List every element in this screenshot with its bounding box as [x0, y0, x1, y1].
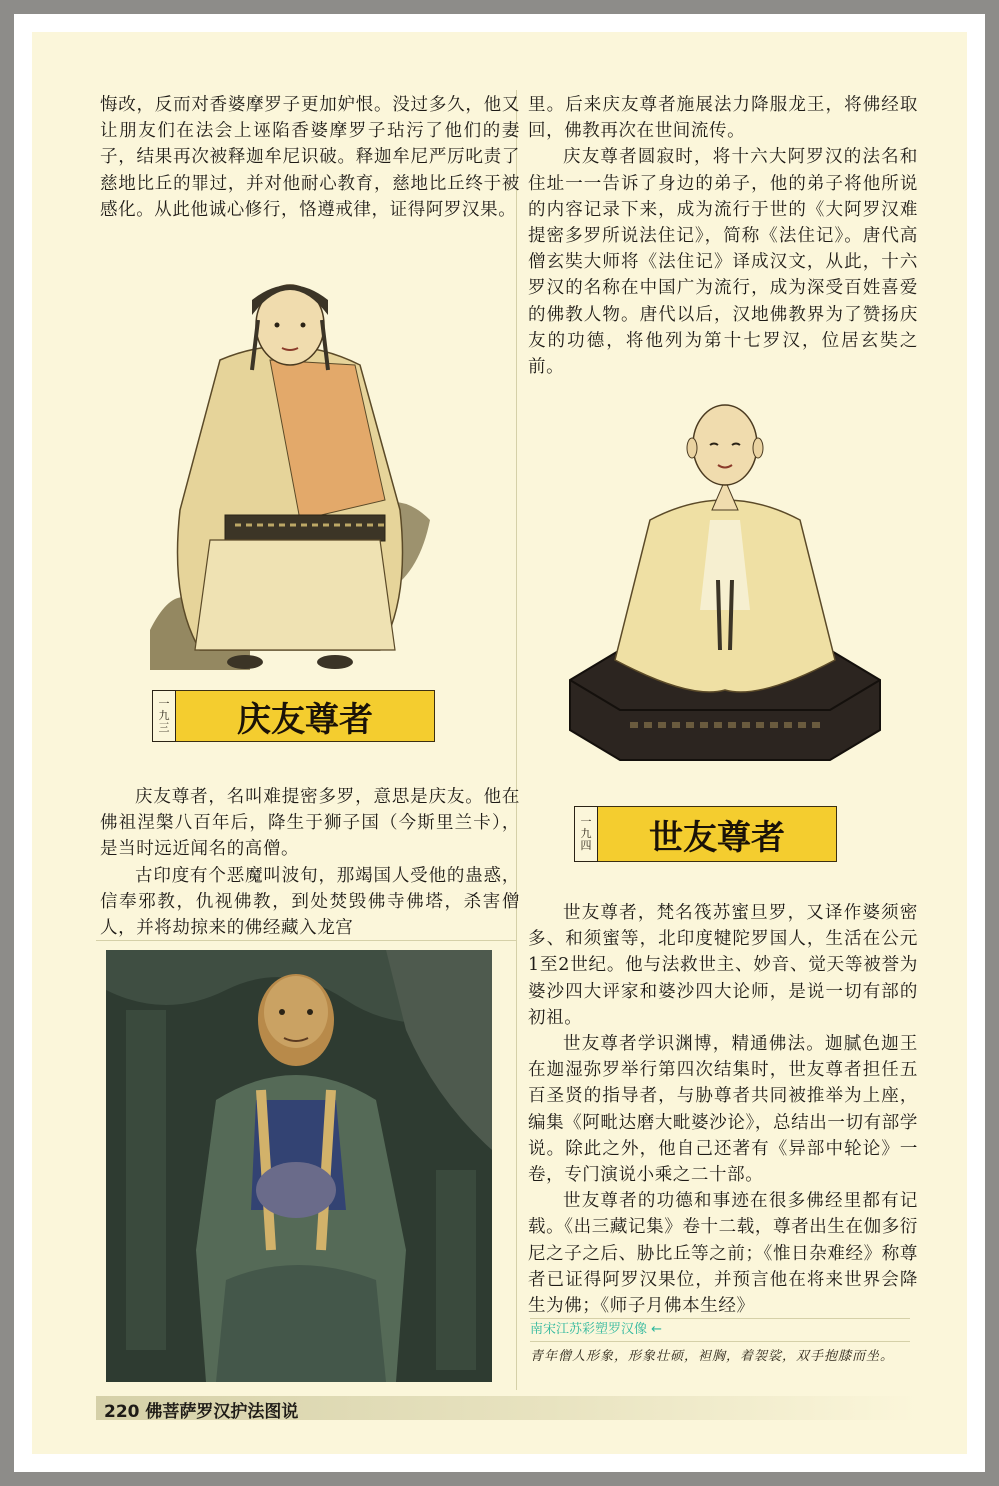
qingyou-illustration: [140, 270, 440, 680]
right-paragraph-5: 世友尊者的功德和事迹在很多佛经里都有记载。《出三藏记集》卷十二载，尊者出生在伽多衍尼之子之后、胁比丘等之前；《惟日杂难经》称尊者已证得阿罗汉果位，并预言他在将来世界会降生为佛；《师子月佛本生经》: [528, 1191, 918, 1317]
number-char: 一: [580, 815, 592, 828]
right-paragraph-1: 里。后来庆友尊者施展法力降服龙王，将佛经取回，佛教再次在世间流传。: [528, 95, 918, 142]
shiyou-illustration: [560, 400, 890, 800]
photo-caption-heading: 南宋江苏彩塑罗汉像 ←: [530, 1318, 910, 1342]
shiyou-number: [574, 806, 598, 862]
page-footer: 220 佛菩萨罗汉护法图说: [104, 1402, 299, 1422]
qingyou-number: [152, 690, 176, 742]
left-paragraph-2: 庆友尊者，名叫难提密多罗，意思是庆友。他在佛祖涅槃八百年后，降生于狮子国（今斯里兰卡），是当时远近闻名的高僧。: [100, 787, 520, 860]
right-column-bottom: [528, 900, 918, 1319]
left-paragraph-3: 古印度有个恶魔叫波旬，那竭国人受他的蛊惑，信奉邪教，仇视佛教，到处焚毁佛寺佛塔，杀害僧人，并将劫掠来的佛经藏入龙宫: [100, 865, 520, 939]
qingyou-title-box: [152, 690, 435, 742]
column-divider: [516, 90, 517, 1390]
left-paragraph-1: 悔改，反而对香婆摩罗子更加妒恨。没过多久，他又让朋友们在法会上诬陷香婆摩罗子玷污了他们的妻子，结果再次被释迦牟尼识破。释迦牟尼严厉叱责了慈地比丘的罪过，并对他耐心教育，慈地比丘终于被感化。从此他诚心修行，恪遵戒律，证得阿罗汉果。: [100, 95, 520, 220]
southern-song-statue-photo: [106, 950, 492, 1382]
shiyou-title-box: [574, 806, 837, 862]
qingyou-title: 庆友尊者: [176, 690, 435, 742]
right-paragraph-3: 世友尊者，梵名筏苏蜜旦罗，又译作婆须密多、和须蜜等，北印度犍陀罗国人，生活在公元1至2世纪。他与法救世主、妙音、觉天等被誉为婆沙四大评家和婆沙四大论师，是说一切有部的初祖。: [528, 903, 918, 1028]
number-char: 四: [580, 839, 592, 852]
left-column-top: [100, 92, 520, 223]
photo-caption-text: 青年僧人形象，形象壮硕，袒胸，着袈裟，双手抱膝而坐。: [530, 1349, 895, 1364]
number-char: 三: [158, 721, 170, 734]
number-char: 九: [580, 827, 592, 840]
right-paragraph-2: 庆友尊者圆寂时，将十六大阿罗汉的法名和住址一一告诉了身边的弟子，他的弟子将他所说的内容记录下来，成为流行于世的《大阿罗汉难提密多罗所说法住记》，简称《法住记》。唐代高僧玄奘大师将《法住记》译成汉文，从此，十六罗汉的名称在中国广为流行，成为深受百姓喜爱的佛教人物。唐代以后，汉地佛教界为了赞扬庆友的功德，将他列为第十七罗汉，位居玄奘之前。: [528, 147, 918, 378]
shiyou-title: 世友尊者: [598, 806, 837, 862]
right-column-top: [528, 92, 918, 380]
number-char: 九: [158, 709, 170, 722]
right-paragraph-4: 世友尊者学识渊博，精通佛法。迦腻色迦王在迦湿弥罗举行第四次结集时，世友尊者担任五百圣贤的指导者，与胁尊者共同被推举为上座，编集《阿毗达磨大毗婆沙论》，总结出一切有部学说。除此之外，他自己还著有《异部中轮论》一卷，专门演说小乘之二十部。: [528, 1034, 918, 1186]
left-column-bottom: [100, 784, 520, 941]
number-char: 一: [158, 697, 170, 710]
